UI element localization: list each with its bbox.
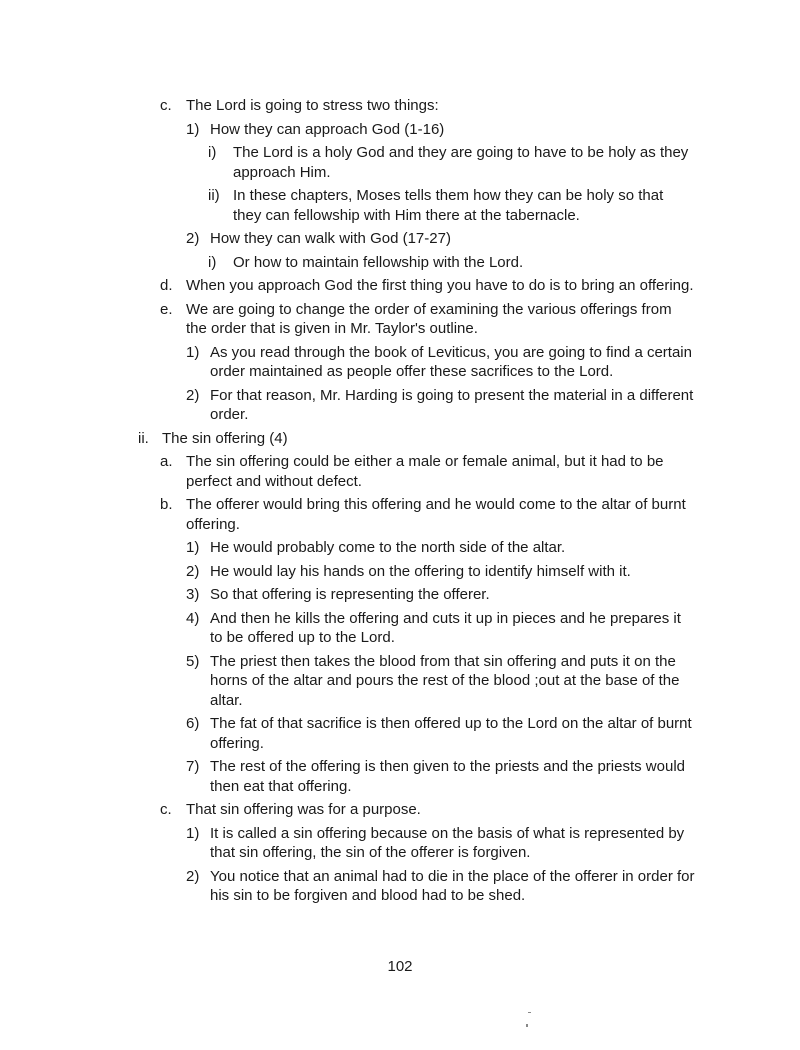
outline-item (0, 585, 800, 605)
item-text: How they can walk with God (17-27) (210, 230, 451, 247)
outline-list (0, 92, 800, 906)
item-marker: 2) (186, 867, 200, 885)
item-text: The fat of that sacrifice is then offered up to the Lord on the altar of burnt offering. (210, 715, 692, 752)
item-marker: 1) (186, 539, 200, 556)
page-number: 102 (387, 958, 413, 975)
outline-item (0, 300, 800, 339)
item-text: The offerer would bring this offering and he would come to the altar of burnt offering. (186, 496, 686, 533)
outline-item (0, 652, 800, 711)
item-marker: i) (208, 144, 217, 161)
item-text: So that offering is representing the offerer. (210, 586, 490, 603)
item-text: As you read through the book of Leviticus, you are going to find a certain order maintained as people offer these sacrifices to the Lord. (210, 343, 692, 380)
item-text: When you approach God the first thing you have to do is to bring an offering. (186, 277, 694, 294)
item-marker: ii. (138, 429, 149, 447)
outline-item (0, 609, 800, 648)
item-marker: e. (160, 300, 173, 318)
item-marker: 6) (186, 715, 200, 732)
item-marker: 2) (186, 562, 200, 580)
outline-item (0, 562, 800, 582)
item-text: The sin offering (4) (162, 429, 288, 447)
item-text: And then he kills the offering and cuts it up in pieces and he prepares it to be offered up to the Lord. (210, 609, 681, 646)
item-text: You notice that an animal had to die in the place of the offerer in order for his sin to be forgiven and blood had to be shed. (210, 867, 695, 904)
outline-item (0, 186, 800, 225)
item-marker: d. (160, 277, 173, 294)
item-marker: a. (160, 453, 173, 470)
outline-item (0, 538, 800, 558)
item-marker: 2) (186, 386, 200, 404)
outline-item (0, 343, 800, 382)
item-marker: 2) (186, 230, 200, 247)
item-marker: 1) (186, 343, 200, 361)
outline-item (0, 276, 800, 296)
scan-speck (528, 1012, 531, 1013)
item-marker: c. (160, 801, 172, 818)
item-text: He would probably come to the north side of the altar. (210, 539, 566, 556)
outline-item (0, 452, 800, 491)
item-text: In these chapters, Moses tells them how they can be holy so that they can fellowship with Him there at the tabernacle. (233, 187, 664, 224)
outline-item (0, 96, 800, 116)
item-marker: 1) (186, 824, 200, 842)
item-marker: ii) (208, 187, 220, 204)
outline-item (0, 824, 800, 863)
item-text: The Lord is going to stress two things: (186, 97, 439, 114)
outline-item (0, 120, 800, 140)
outline-item (0, 867, 800, 906)
item-marker: b. (160, 496, 173, 513)
outline-item (0, 714, 800, 753)
item-text: The sin offering could be either a male or female animal, but it had to be perfect and without defect. (186, 453, 664, 490)
item-text: It is called a sin offering because on the basis of what is represented by that sin offering, the sin of the offerer is forgiven. (210, 824, 685, 861)
item-text: The Lord is a holy God and they are going to have to be holy as they approach Him. (233, 144, 689, 181)
outline-item (0, 143, 800, 182)
outline-item (0, 757, 800, 796)
outline-item (0, 495, 800, 534)
item-marker: i) (208, 253, 217, 271)
item-text: The rest of the offering is then given to the priests and the priests would then eat that offering. (210, 758, 685, 795)
item-text: The priest then takes the blood from that sin offering and puts it on the horns of the altar and pours the rest of the blood ;out at the base of the altar. (210, 652, 680, 709)
outline-item (0, 386, 800, 425)
outline-item (0, 229, 800, 249)
item-text: How they can approach God (1-16) (210, 120, 445, 138)
item-marker: 1) (186, 120, 200, 138)
item-marker: 7) (186, 758, 200, 775)
scan-speck (526, 1024, 528, 1027)
item-marker: 4) (186, 609, 200, 627)
item-marker: 5) (186, 652, 200, 670)
item-text: We are going to change the order of examining the various offerings from the order that is given in Mr. Taylor's outline. (186, 300, 672, 337)
item-marker: 3) (186, 586, 200, 603)
item-text: Or how to maintain fellowship with the Lord. (233, 253, 524, 271)
outline-item (0, 253, 800, 273)
outline-item (0, 800, 800, 820)
item-text: For that reason, Mr. Harding is going to present the material in a different order. (210, 386, 694, 423)
item-text: He would lay his hands on the offering to identify himself with it. (210, 562, 631, 580)
outline-item (0, 429, 800, 449)
item-marker: c. (160, 97, 172, 114)
item-text: That sin offering was for a purpose. (186, 801, 421, 818)
